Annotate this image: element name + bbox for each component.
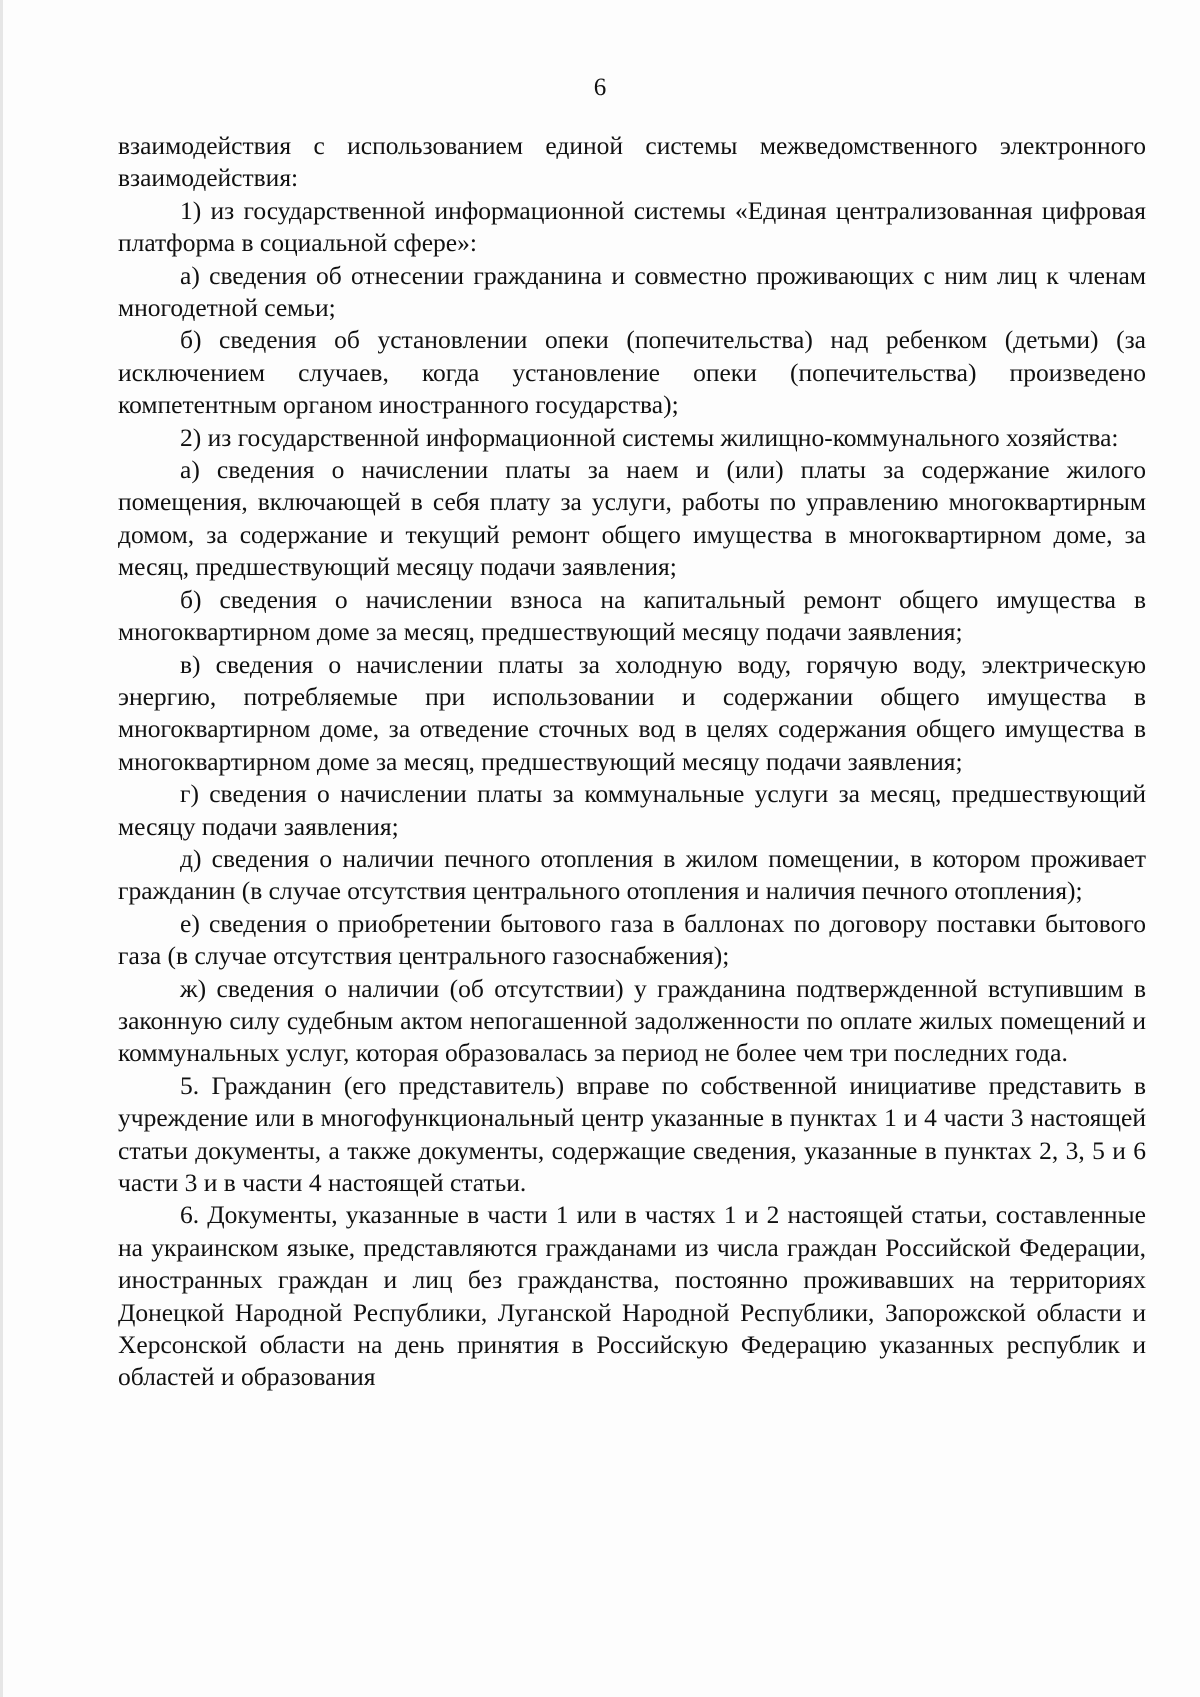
paragraph: д) сведения о наличии печного отопления в жилом помещении, в котором проживает гражданин (в случае отсутствия центрального отопления и наличия печного отопления); bbox=[118, 843, 1146, 906]
paragraph: 5. Гражданин (его представитель) вправе по собственной инициативе представить в учреждение или в многофункциональный центр указанные в пунктах 1 и 4 части 3 настоящей статьи документы, а также документы, содержащие сведения, указанные в пунктах 2, 3, 5 и 6 части 3 и в части 4 настоящей статьи. bbox=[118, 1070, 1146, 1197]
page-number: 6 bbox=[593, 74, 607, 101]
paragraph: 2) из государственной информационной системы жилищно-коммунального хозяйства: bbox=[180, 422, 1119, 452]
paragraph: 1) из государственной информационной системы «Единая централизованная цифровая платформа в социальной сфере»: bbox=[118, 195, 1146, 258]
scan-edge bbox=[0, 0, 3, 1697]
paragraph: а) сведения об отнесении гражданина и совместно проживающих с ним лиц к членам многодетной семьи; bbox=[118, 260, 1146, 323]
document-body bbox=[118, 130, 1146, 1394]
paragraph: ж) сведения о наличии (об отсутствии) у гражданина подтвержденной вступившим в законную силу судебным актом непогашенной задолженности по оплате жилых помещений и коммунальных услуг, которая образовалась за период не более чем три последних года. bbox=[118, 973, 1146, 1068]
paragraph: в) сведения о начислении платы за холодную воду, горячую воду, электрическую энергию, потребляемые при использовании и содержании общего имущества в многоквартирном доме, за отведение сточных вод в целях содержания общего имущества в многоквартирном доме за месяц, предшествующий месяцу подачи заявления; bbox=[118, 649, 1146, 776]
paragraph: е) сведения о приобретении бытового газа в баллонах по договору поставки бытового газа (в случае отсутствия центрального газоснабжения); bbox=[118, 908, 1146, 971]
paragraph: взаимодействия с использованием единой системы межведомственного электронного взаимодействия: bbox=[118, 131, 1146, 193]
paragraph: б) сведения о начислении взноса на капитальный ремонт общего имущества в многоквартирном доме за месяц, предшествующий месяцу подачи заявления; bbox=[118, 584, 1146, 647]
paragraph: а) сведения о начислении платы за наем и (или) платы за содержание жилого помещения, включающей в себя плату за услуги, работы по управлению многоквартирным домом, за содержание и текущий ремонт общего имущества в многоквартирном доме, за месяц, предшествующий месяцу подачи заявления; bbox=[118, 455, 1146, 582]
paragraph: б) сведения об установлении опеки (попечительства) над ребенком (детьми) (за исключением случаев, когда установление опеки (попечительства) произведено компетентным органом иностранного государства); bbox=[118, 325, 1146, 420]
paragraph: 6. Документы, указанные в части 1 или в частях 1 и 2 настоящей статьи, составленные на украинском языке, представляются гражданами из числа граждан Российской Федерации, иностранных граждан и лиц без гражданства, постоянно проживавших на территориях Донецкой Народной Республики, Луганской Народной Республики, Запорожской области и Херсонской области на день принятия в Российскую Федерацию указанных республик и областей и образования bbox=[118, 1200, 1146, 1392]
paragraph: г) сведения о начислении платы за коммунальные услуги за месяц, предшествующий месяцу подачи заявления; bbox=[118, 779, 1146, 841]
